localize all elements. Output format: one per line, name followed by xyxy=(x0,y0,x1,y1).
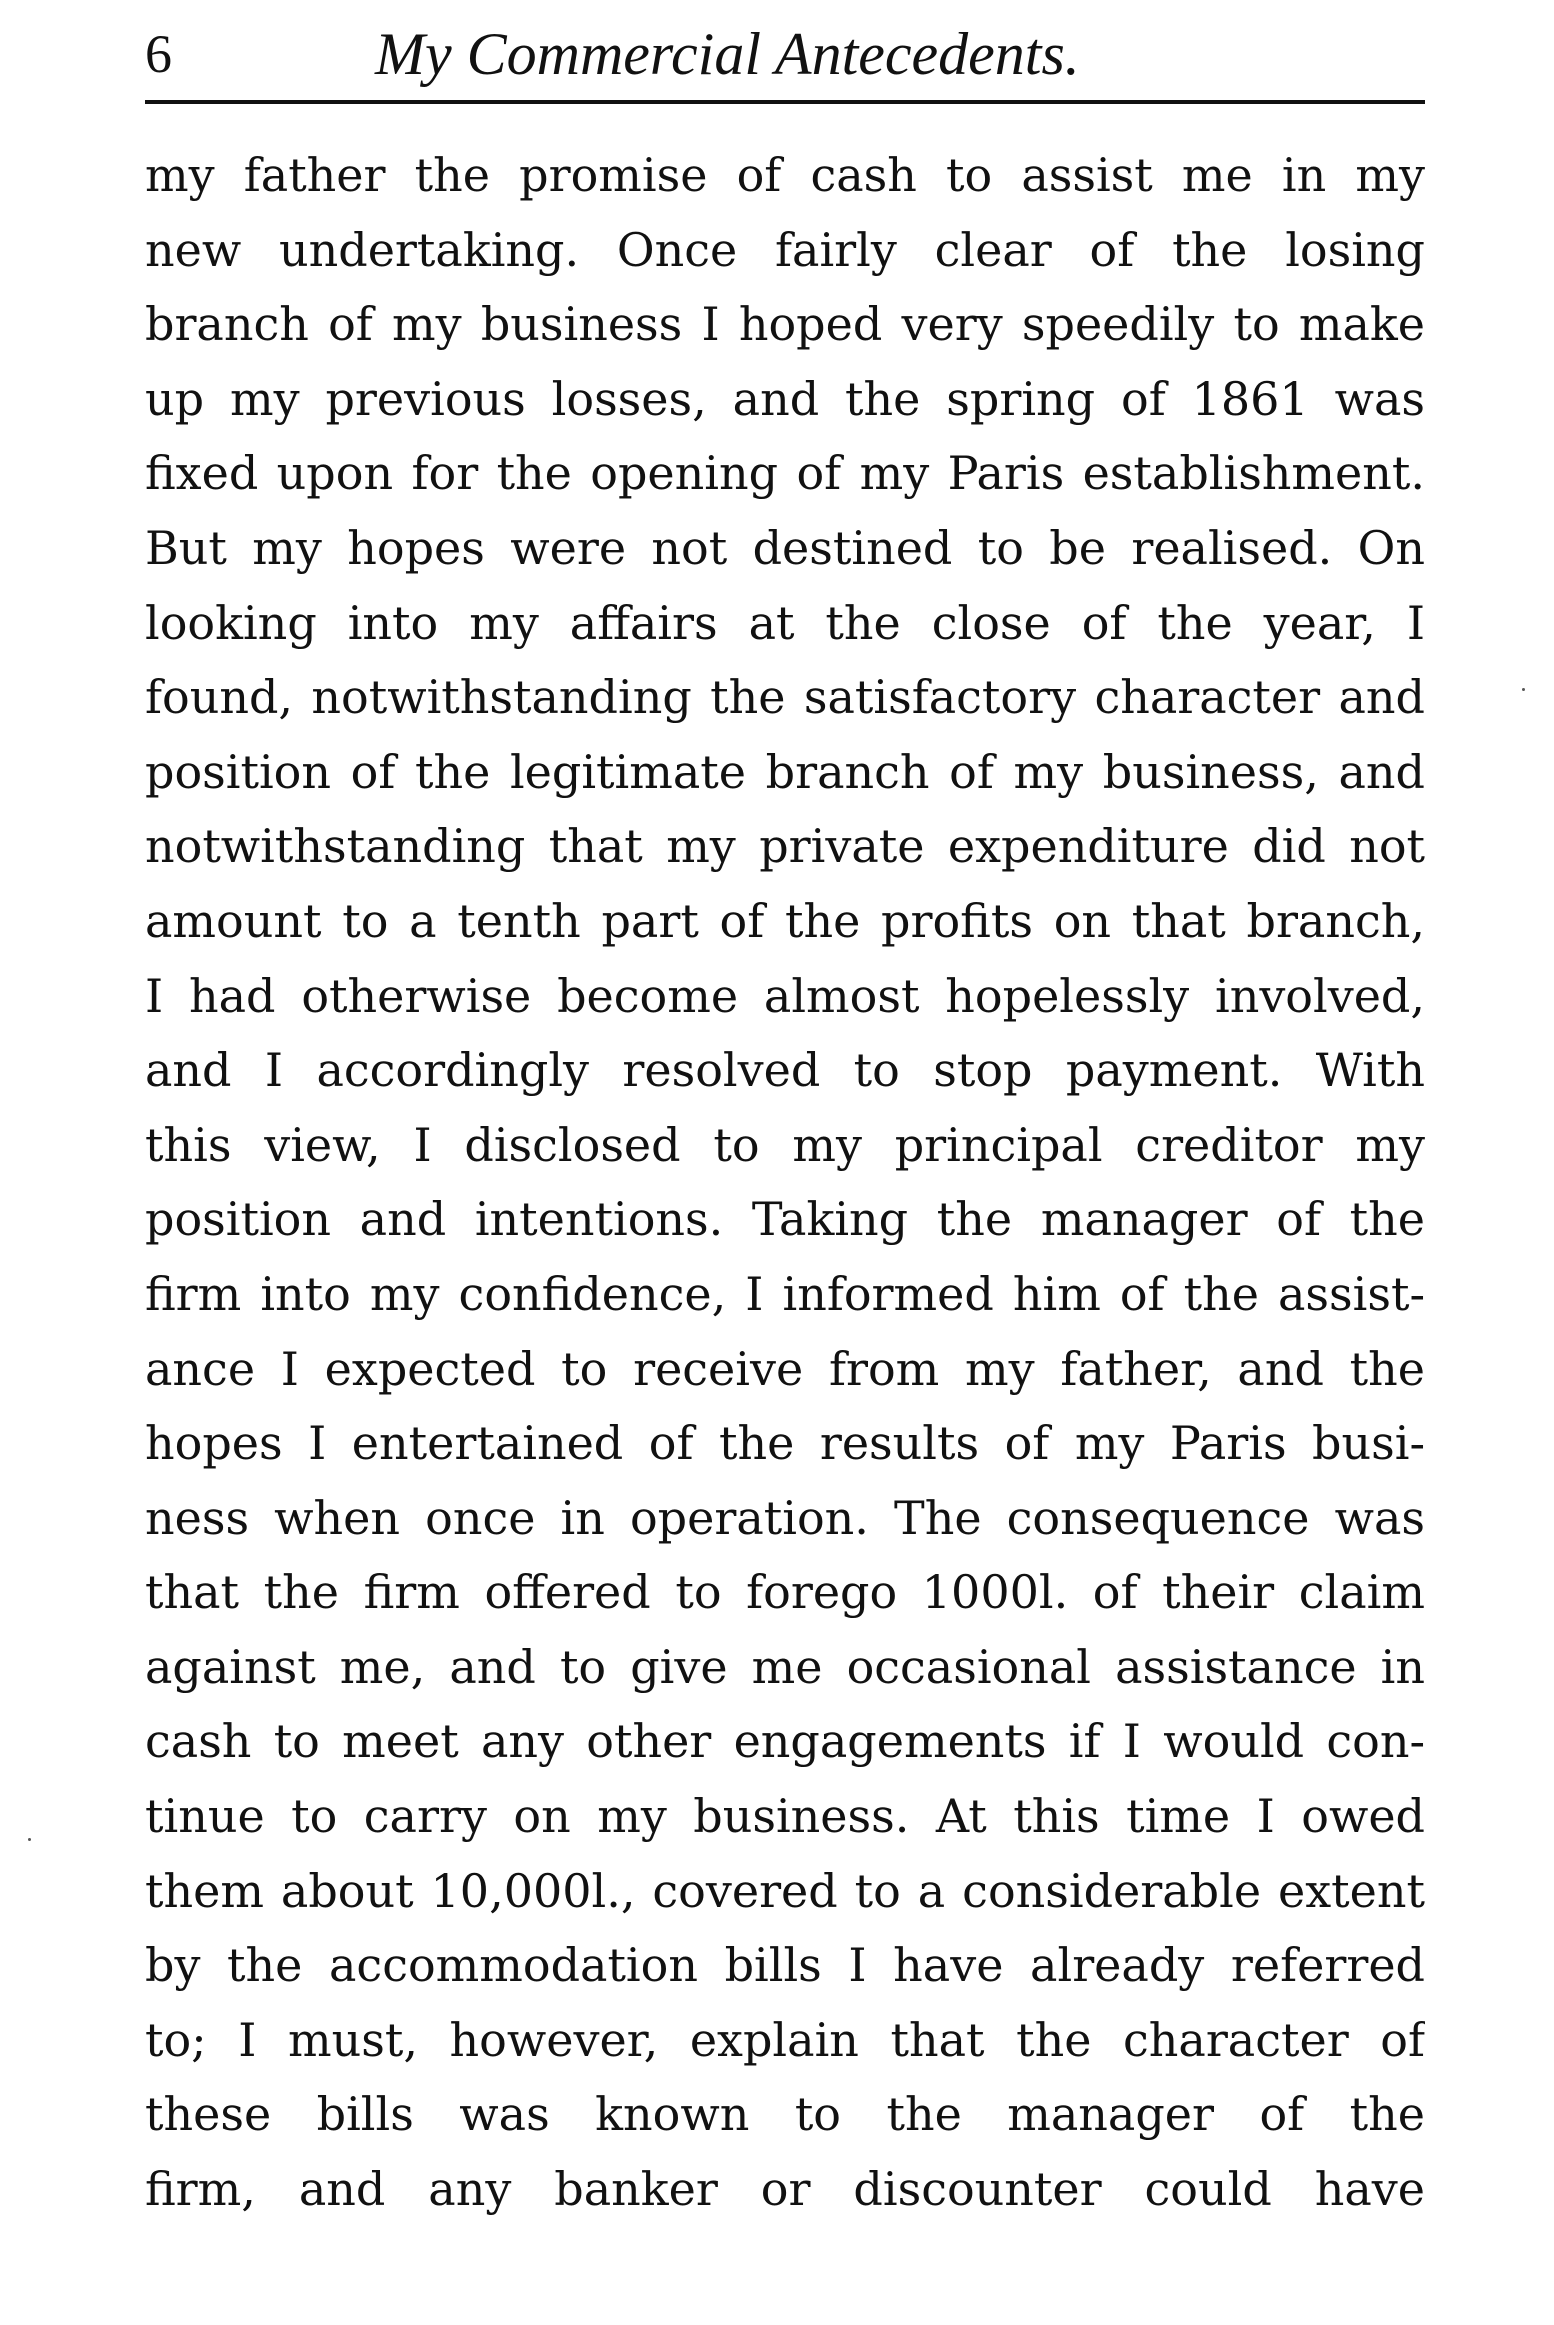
text-line: position and intentions. Taking the manager of the xyxy=(145,1192,1425,1247)
text-line: these bills was known to the manager of the xyxy=(145,2087,1425,2142)
text-line: But my hopes were not destined to be realised. On xyxy=(145,520,1425,575)
text-line: position of the legitimate branch of my business, and xyxy=(145,744,1425,799)
running-title: My Commercial Antecedents. xyxy=(375,21,1080,87)
text-line: my father the promise of cash to assist me in my xyxy=(145,148,1425,202)
text-line: ness when once in operation. The consequence was xyxy=(145,1490,1425,1545)
text-line: them about 10,000l., covered to a considerable extent xyxy=(145,1863,1425,1918)
text-line: ance I expected to receive from my father, and the xyxy=(145,1341,1425,1396)
text-line: that the firm offered to forego 1000l. of their claim xyxy=(145,1565,1425,1620)
text-line: hopes I entertained of the results of my Paris busi- xyxy=(145,1416,1425,1471)
text-line: firm, and any banker or discounter could have xyxy=(145,2162,1425,2217)
text-line: cash to meet any other engagements if I would con- xyxy=(145,1714,1425,1769)
header-rule xyxy=(145,100,1425,104)
text-line: by the accommodation bills I have already referred xyxy=(145,1938,1425,1993)
text-line: amount to a tenth part of the profits on that branch, xyxy=(145,893,1425,948)
text-line: new undertaking. Once fairly clear of the losing xyxy=(145,222,1425,277)
page-header xyxy=(145,14,1425,94)
page-number: 6 xyxy=(145,24,172,84)
text-line: to; I must, however, explain that the character of xyxy=(145,2012,1425,2067)
text-line: notwithstanding that my private expenditure did not xyxy=(145,819,1425,874)
text-line: found, notwithstanding the satisfactory character and xyxy=(145,670,1425,725)
text-line: up my previous losses, and the spring of 1861 was xyxy=(145,371,1425,426)
print-speck xyxy=(28,1838,31,1841)
print-speck xyxy=(1522,688,1525,691)
text-line: firm into my confidence, I informed him of the assist- xyxy=(145,1266,1425,1321)
text-line: fixed upon for the opening of my Paris establishment. xyxy=(145,446,1425,501)
text-line: looking into my affairs at the close of the year, I xyxy=(145,595,1425,650)
text-line: branch of my business I hoped very speedily to make xyxy=(145,297,1425,352)
text-line: tinue to carry on my business. At this time I owed xyxy=(145,1789,1425,1844)
text-line: I had otherwise become almost hopelessly involved, xyxy=(145,968,1425,1023)
text-line: this view, I disclosed to my principal creditor my xyxy=(145,1117,1425,1172)
body-text xyxy=(145,138,1425,2227)
text-line: against me, and to give me occasional assistance in xyxy=(145,1639,1425,1694)
text-line: and I accordingly resolved to stop payment. With xyxy=(145,1043,1425,1098)
